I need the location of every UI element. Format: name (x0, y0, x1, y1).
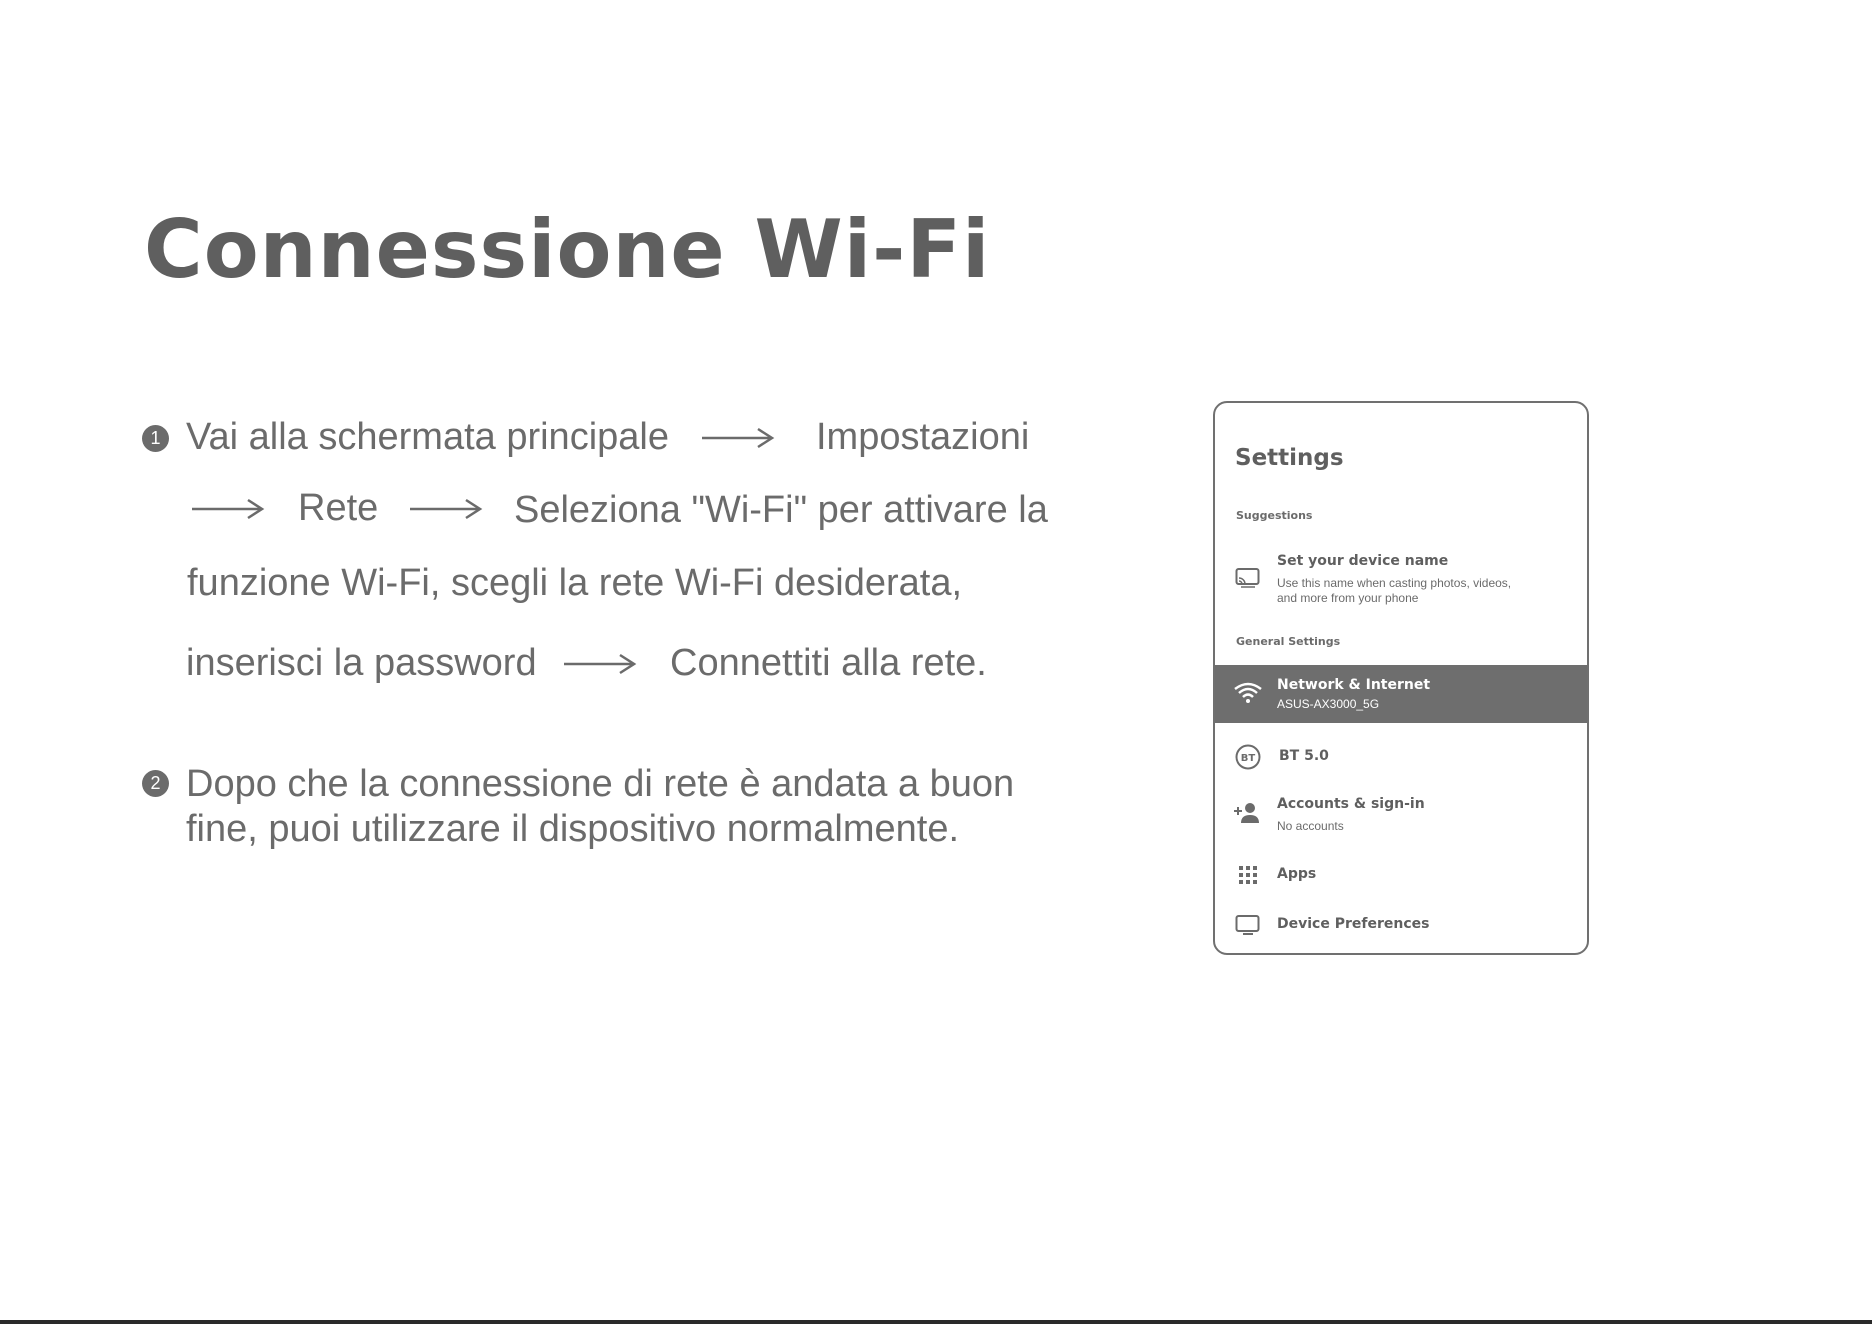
step-1-text-settings: Impostazioni (816, 416, 1030, 458)
step-1-text-choose-network: funzione Wi-Fi, scegli la rete Wi-Fi desiderata, (187, 562, 963, 604)
svg-text:BT: BT (1240, 753, 1256, 764)
wifi-icon (1233, 680, 1263, 704)
cast-icon (1235, 567, 1261, 589)
arrow-right-icon (192, 497, 266, 521)
apps-title: Apps (1277, 866, 1317, 882)
step-2-number: 2 (142, 770, 169, 797)
tv-icon (1235, 914, 1261, 936)
device-name-subtitle-line2: and more from your phone (1277, 591, 1419, 605)
settings-title: Settings (1235, 445, 1344, 471)
page-title: Connessione Wi-Fi (144, 203, 991, 296)
step-1-text-connect: Connettiti alla rete. (670, 642, 987, 684)
step-1-text-select-wifi: Seleziona "Wi-Fi" per attivare la (514, 489, 1048, 531)
settings-item-network[interactable] (1215, 665, 1587, 723)
step-2-text-line1: Dopo che la connessione di rete è andata a buon (186, 763, 1015, 805)
network-title: Network & Internet (1277, 677, 1431, 693)
section-suggestions: Suggestions (1236, 509, 1313, 522)
step-1-text-password: inserisci la password (186, 642, 537, 684)
step-1-text-network: Rete (298, 487, 379, 529)
device-name-subtitle-line1: Use this name when casting photos, videos, (1277, 576, 1512, 590)
add-person-icon (1233, 801, 1261, 825)
device-name-title: Set your device name (1277, 553, 1449, 569)
step-1-text-home: Vai alla schermata principale (186, 416, 669, 458)
step-1-number: 1 (142, 425, 169, 452)
accounts-title: Accounts & sign-in (1277, 796, 1425, 812)
apps-grid-icon (1238, 865, 1258, 885)
accounts-subtitle: No accounts (1277, 819, 1344, 833)
arrow-right-icon (410, 497, 484, 521)
settings-panel (1213, 401, 1589, 955)
bottom-divider (0, 1320, 1872, 1324)
step-2-text-line2: fine, puoi utilizzare il dispositivo normalmente. (186, 808, 960, 850)
device-preferences-title: Device Preferences (1277, 916, 1430, 932)
bluetooth-title: BT 5.0 (1279, 748, 1329, 764)
network-subtitle: ASUS-AX3000_5G (1277, 697, 1380, 711)
arrow-right-icon (702, 426, 776, 450)
bluetooth-icon (1235, 744, 1261, 770)
arrow-right-icon (564, 652, 638, 676)
section-general-settings: General Settings (1236, 635, 1341, 648)
